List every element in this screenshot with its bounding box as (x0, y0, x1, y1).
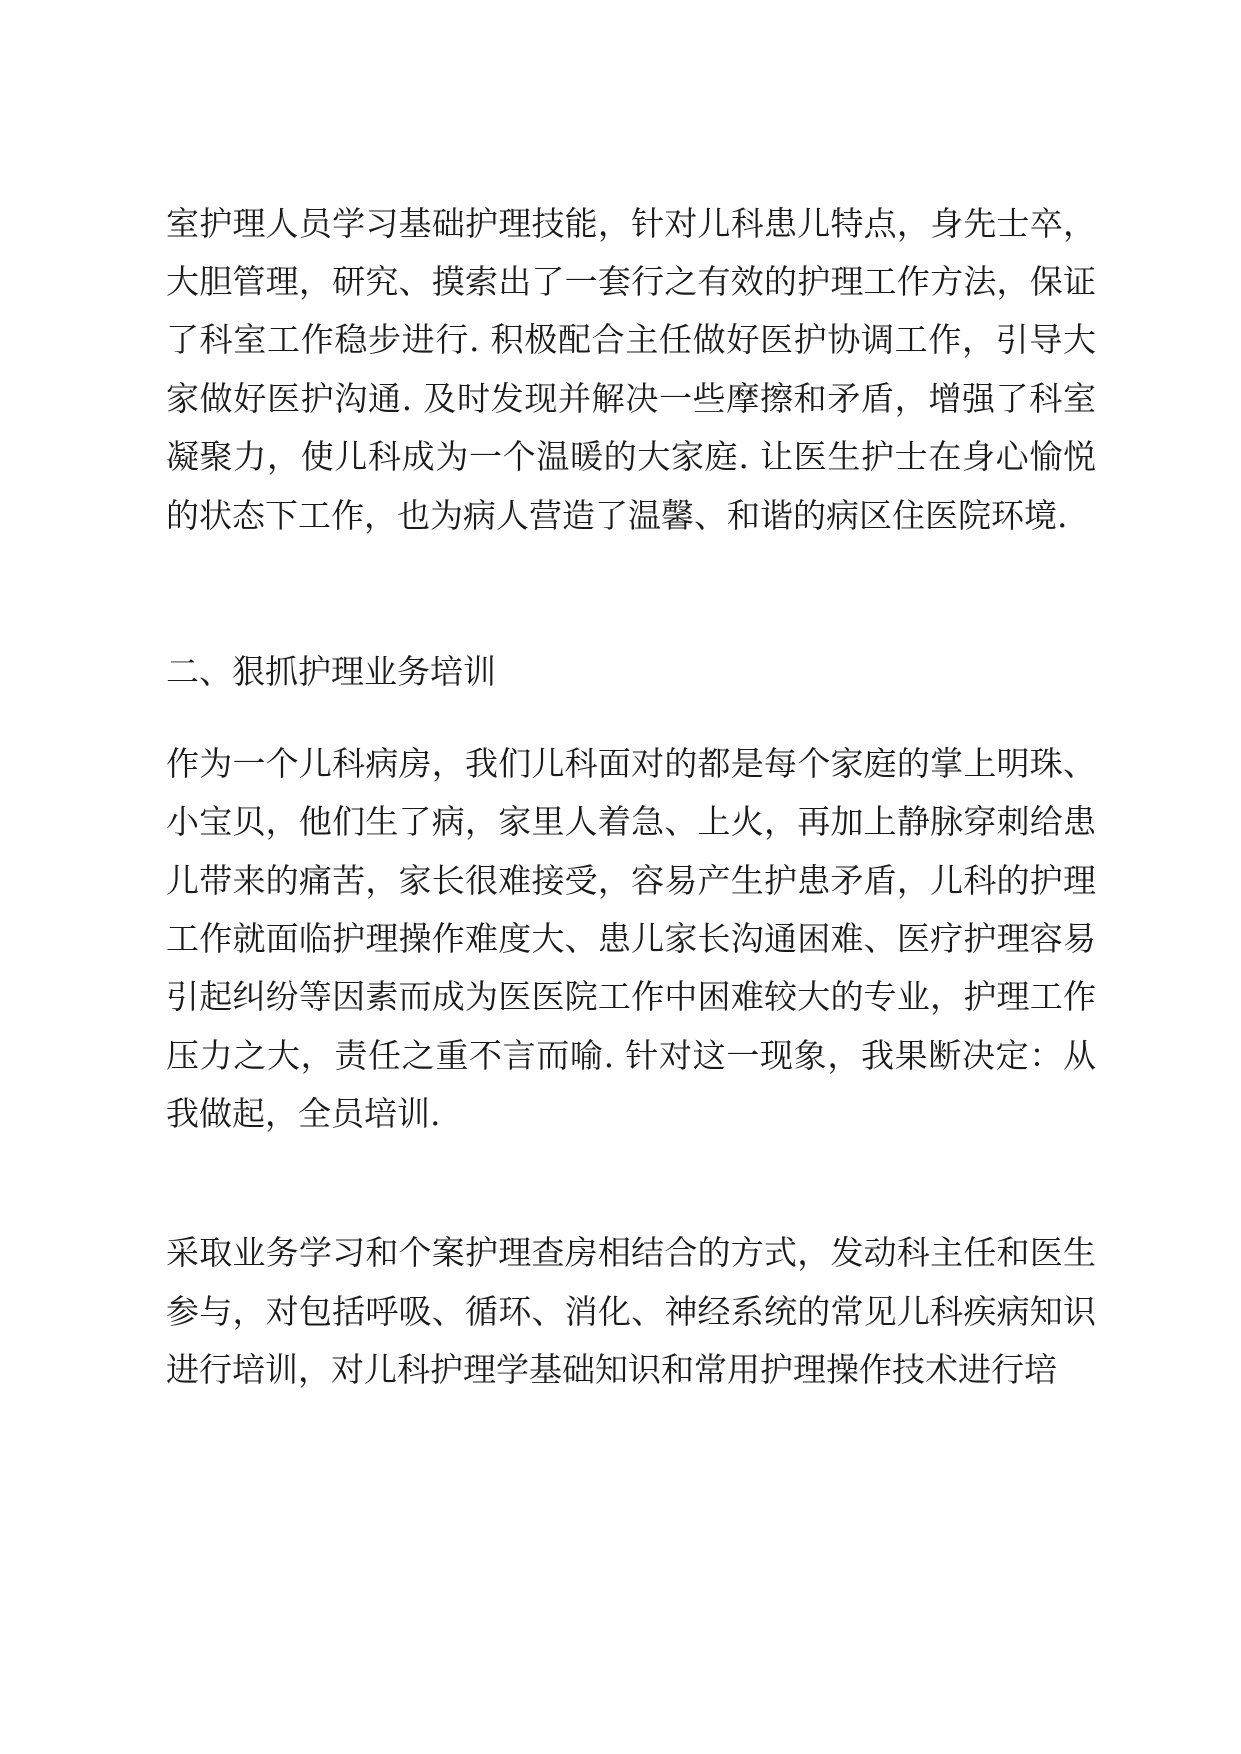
paragraph-3-line-1: 采取业务学习和个案护理查房相结合的方式，发动科主任和医生 (166, 1233, 1096, 1272)
paragraph-2-line-6: 压力之大，责任之重不言而喻. 针对这一现象，我果断决定：从 (166, 1036, 1096, 1075)
paragraph-3-line-2: 参与，对包括呼吸、循环、消化、神经系统的常见儿科疾病知识 (166, 1292, 1096, 1331)
paragraph-2-line-3: 儿带来的痛苦，家长很难接受，容易产生护患矛盾，儿科的护理 (166, 861, 1096, 900)
paragraph-1-line-6: 的状态下工作，也为病人营造了温馨、和谐的病区住医院环境. (166, 496, 1068, 535)
paragraph-1-line-3: 了科室工作稳步进行. 积极配合主任做好医护协调工作，引导大 (166, 320, 1096, 359)
paragraph-2-line-7: 我做起，全员培训. (166, 1094, 441, 1133)
paragraph-1-line-4: 家做好医护沟通. 及时发现并解决一些摩擦和矛盾，增强了科室 (166, 379, 1096, 418)
paragraph-1-line-5: 凝聚力，使儿科成为一个温暖的大家庭. 让医生护士在身心愉悦 (166, 437, 1096, 476)
paragraph-3-line-3: 进行培训，对儿科护理学基础知识和常用护理操作技术进行培 (166, 1350, 1057, 1389)
paragraph-2-line-4: 工作就面临护理操作难度大、患儿家长沟通困难、医疗护理容易 (166, 919, 1096, 958)
paragraph-2-line-2: 小宝贝，他们生了病，家里人着急、上火，再加上静脉穿刺给患 (166, 802, 1096, 841)
paragraph-2-line-5: 引起纠纷等因素而成为医医院工作中困难较大的专业，护理工作 (166, 977, 1096, 1016)
section-heading-2: 二、狠抓护理业务培训 (166, 652, 496, 691)
paragraph-2-line-1: 作为一个儿科病房，我们儿科面对的都是每个家庭的掌上明珠、 (166, 744, 1096, 783)
paragraph-1-line-1: 室护理人员学习基础护理技能，针对儿科患儿特点，身先士卒， (166, 204, 1096, 243)
paragraph-1-line-2: 大胆管理，研究、摸索出了一套行之有效的护理工作方法，保证 (166, 262, 1096, 301)
